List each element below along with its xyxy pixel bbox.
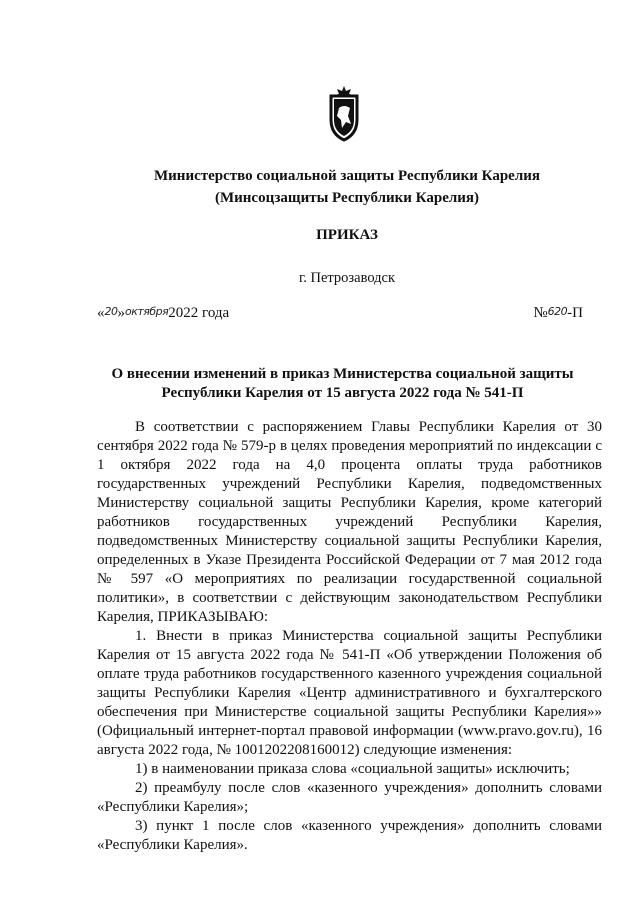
- date-day-handwritten: 20: [104, 305, 118, 318]
- number-handwritten: 620: [547, 305, 568, 318]
- paragraph-preamble: В соответствии с распоряжением Главы Республики Карелия от 30 сентября 2022 года № 579-р в целях проведения мероприятий по индексации с 1 октября 2022 года на 4,0 процента оплаты труда работников государственных учреждений Республики Карелия, подведомственных Министерству социальной защиты Республики Карелия, кроме категорий работников государственных учреждений Республики Карелия, подведомственных Министерству социальной защиты Республики Карелия, определенных в Указе Президента Российской Федерации от 7 мая 2012 года № 597 «О мероприятиях по реализации государственной социальной политики», в соответствии с действующим законодательством Республики Карелия, ПРИКАЗЫВАЮ:: [97, 419, 602, 625]
- document-title-line-2: Республики Карелия от 15 августа 2022 года № 541-П: [161, 385, 524, 401]
- document-body: [97, 418, 602, 855]
- paragraph-subitem-2: 2) преамбулу после слов «казенного учреждения» дополнить словами «Республики Карелия»;: [97, 780, 602, 815]
- date-year: 2022 года: [168, 305, 230, 321]
- document-type: ПРИКАЗ: [316, 227, 378, 243]
- paragraph-subitem-1: 1) в наименовании приказа слова «социальной защиты» исключить;: [135, 761, 570, 777]
- city: г. Петрозаводск: [298, 270, 396, 286]
- ministry-name: Министерство социальной защиты Республики Карелия: [154, 168, 540, 184]
- order-number: [533, 305, 583, 322]
- ministry-short-name: (Минсоцзащиты Республики Карелия): [214, 190, 480, 206]
- paragraph-subitem-3: 3) пункт 1 после слов «казенного учреждения» дополнить словами «Республики Карелия».: [97, 818, 602, 853]
- order-date: [97, 305, 229, 322]
- date-mid: »: [117, 305, 125, 321]
- number-prefix: №: [533, 305, 548, 321]
- number-suffix: -П: [567, 305, 583, 321]
- coat-of-arms-icon: [322, 86, 366, 142]
- document-title-line-1: О внесении изменений в приказ Министерства социальной защиты: [111, 366, 574, 382]
- date-prefix: «: [97, 305, 105, 321]
- paragraph-item-1: 1. Внести в приказ Министерства социальной защиты Республики Карелия от 15 августа 2022 года № 541-П «Об утверждении Положения об оплате труда работников государственного казенного учреждения социальной защиты Республики Карелия «Центр административного и бухгалтерского обеспечения при Министерстве социальной защиты Республики Карелия»» (Официальный интернет-портал правовой информации (www.pravo.gov.ru), 16 августа 2022 года, № 1001202208160012) следующие изменения:: [97, 628, 602, 758]
- date-month-handwritten: октября: [125, 305, 169, 318]
